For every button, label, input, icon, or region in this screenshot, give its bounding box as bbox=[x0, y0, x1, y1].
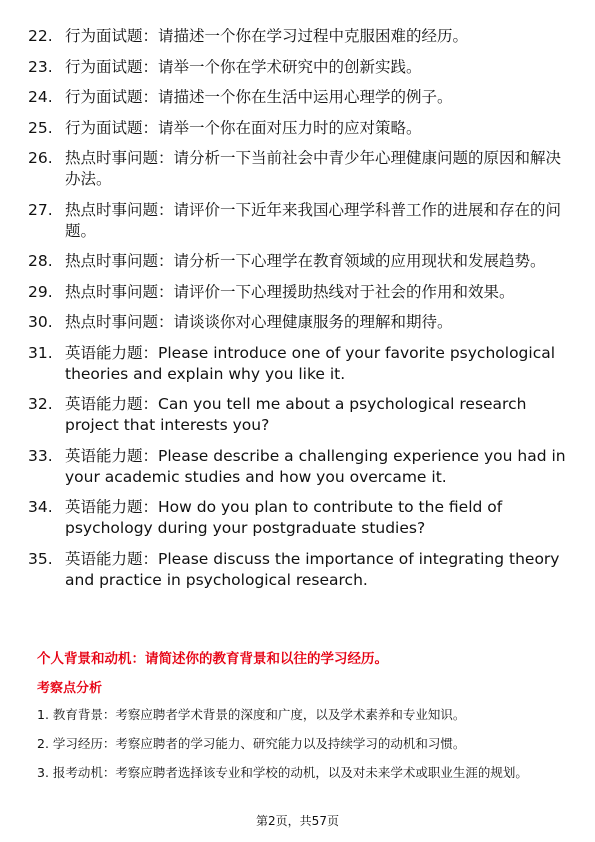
list-item bbox=[28, 251, 568, 272]
question-text: 热点时事问题：请分析一下心理学在教育领域的应用现状和发展趋势。 bbox=[65, 252, 546, 270]
question-list bbox=[28, 26, 568, 600]
question-number: 30. bbox=[28, 313, 53, 331]
question-text: 行为面试题：请描述一个你在学习过程中克服困难的经历。 bbox=[65, 27, 469, 45]
question-text: 英语能力题：Please describe a challenging experience you had in your academic studies and how you overcame it. bbox=[65, 446, 566, 486]
list-item: 2. 学习经历：考察应聘者的学习能力、研究能力以及持续学习的动机和习惯。 bbox=[37, 736, 466, 751]
question-text: 英语能力题：Can you tell me about a psychological research project that interests you? bbox=[65, 395, 527, 434]
question-number: 34. bbox=[28, 498, 53, 516]
question-number: 31. bbox=[28, 343, 53, 362]
question-text: 热点时事问题：请评价一下心理援助热线对于社会的作用和效果。 bbox=[65, 282, 515, 301]
question-text: 英语能力题：Please introduce one of your favorite psychological theories and explain why you like it. bbox=[65, 343, 556, 383]
question-number: 22. bbox=[28, 27, 53, 45]
question-text: 热点时事问题：请谈谈你对心理健康服务的理解和期待。 bbox=[65, 313, 453, 331]
list-item bbox=[28, 57, 568, 78]
list-item: 1. 教育背景：考察应聘者学术背景的深度和广度，以及学术素养和专业知识。 bbox=[37, 707, 466, 722]
question-text: 热点时事问题：请评价一下近年来我国心理学科普工作的进展和存在的问题。 bbox=[65, 200, 562, 240]
page-number: 第2页，共57页 bbox=[256, 814, 339, 828]
question-number: 33. bbox=[28, 446, 53, 465]
list-item bbox=[28, 394, 568, 436]
list-item bbox=[28, 26, 568, 47]
question-text: 热点时事问题：请分析一下当前社会中青少年心理健康问题的原因和解决办法。 bbox=[65, 149, 562, 188]
list-item bbox=[28, 549, 568, 591]
list-item: 3. 报考动机：考察应聘者选择该专业和学校的动机，以及对未来学术或职业生涯的规划。 bbox=[37, 765, 528, 780]
question-text: 行为面试题：请举一个你在面对压力时的应对策略。 bbox=[65, 118, 422, 137]
list-item bbox=[28, 343, 568, 385]
question-number: 32. bbox=[28, 395, 53, 413]
question-number: 28. bbox=[28, 252, 53, 270]
question-number: 26. bbox=[28, 149, 53, 167]
question-text: 英语能力题：Please discuss the importance of integrating theory and practice in psychological research. bbox=[65, 549, 560, 589]
list-item bbox=[28, 200, 568, 242]
list-item bbox=[28, 497, 568, 539]
question-text: 英语能力题：How do you plan to contribute to the field of psychology during your postgraduate studies? bbox=[65, 498, 503, 537]
analysis-subtitle: 考察点分析 bbox=[37, 681, 103, 696]
question-text: 行为面试题：请描述一个你在生活中运用心理学的例子。 bbox=[65, 88, 453, 106]
list-item bbox=[28, 118, 568, 139]
list-item bbox=[28, 148, 568, 190]
list-item bbox=[28, 87, 568, 108]
question-text: 行为面试题：请举一个你在学术研究中的创新实践。 bbox=[65, 57, 422, 76]
question-number: 25. bbox=[28, 118, 53, 137]
question-number: 35. bbox=[28, 549, 53, 568]
question-number: 23. bbox=[28, 57, 53, 76]
section-title: 个人背景和动机：请简述你的教育背景和以往的学习经历。 bbox=[37, 651, 388, 667]
analysis-points bbox=[37, 706, 562, 799]
question-number: 29. bbox=[28, 282, 53, 301]
list-item bbox=[28, 282, 568, 303]
question-number: 24. bbox=[28, 88, 53, 106]
list-item bbox=[28, 446, 568, 488]
list-item bbox=[28, 312, 568, 333]
question-number: 27. bbox=[28, 200, 53, 219]
